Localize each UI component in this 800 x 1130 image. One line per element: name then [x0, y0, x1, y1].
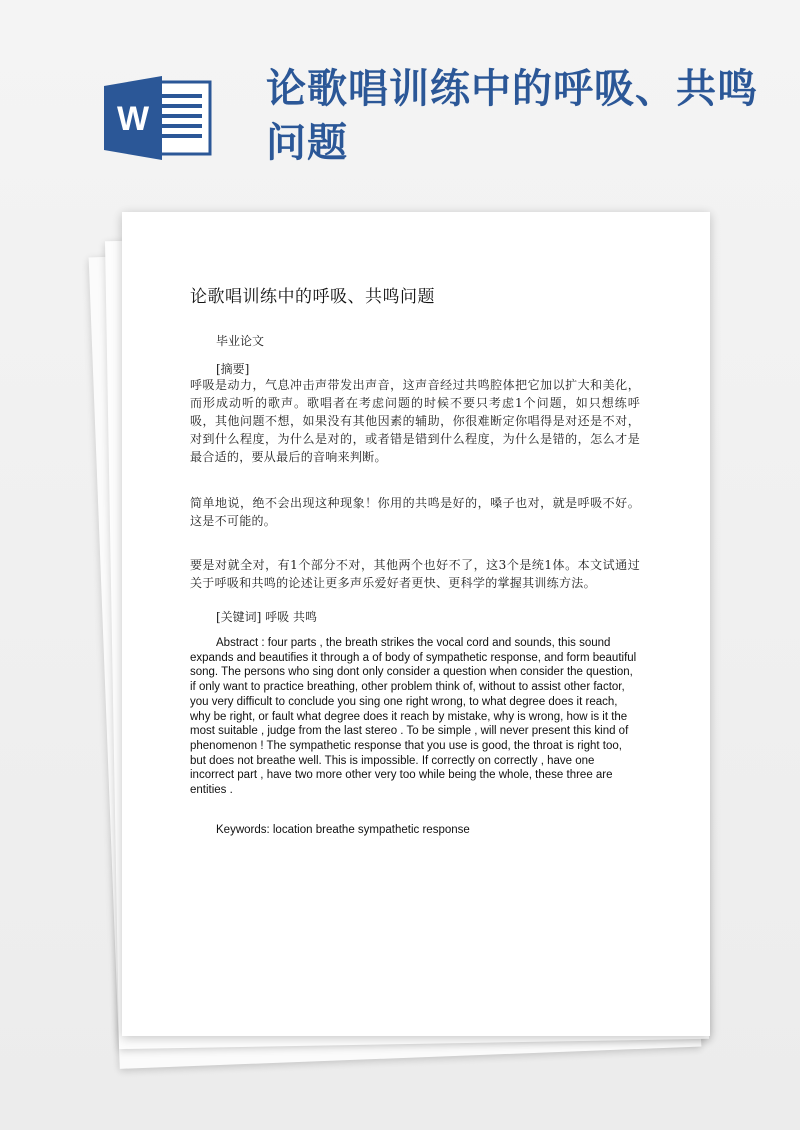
- paragraph-cn-2: 简单地说，绝不会出现这种现象！你用的共鸣是好的，嗓子也对，就是呼吸不好。这是不可能的。: [190, 496, 640, 528]
- word-document-icon: [104, 74, 216, 162]
- banner-title: 论歌唱训练中的呼吸、共鸣问题: [266, 65, 758, 166]
- abstract-en: Abstract : four parts , the breath strikes the vocal cord and sounds, this sound expands and beautifies it through a of body of sympathetic response, and form beautiful song. The persons who sing dont only consider a question when consider the question, if only want to practice breathing, other problem think of, without to assist other factor, you very difficult to conclude you sing one right wrong, to what degree does it reach, why be right, or fault what degree does it reach by mistake, why is wrong, how is it the most suitable , judge from the last stereo . To be simple , will never present this kind of phenomenon ! The sympathetic response that you use is good, the throat is right too, but does not breathe well. This is impossible. If correctly on correctly , have one incorrect part , have two more other very too while being the whole, these three are entities .: [190, 637, 637, 797]
- word-logo-letter: W: [116, 100, 150, 138]
- paragraph-cn-3: 要是对就全对，有1个部分不对，其他两个也好不了，这3个是统1体。本文试通过关于呼吸和共鸣的论述让更多声乐爱好者更快、更科学的掌握其训练方法。: [190, 558, 640, 590]
- paragraph-cn-1: 呼吸是动力，气息冲击声带发出声音，这声音经过共鸣腔体把它加以扩大和美化，而形成动听的歌声。歌唱者在考虑问题的时候不要只考虑1个问题，如只想练呼吸，其他问题不想，如果没有其他因素的辅助，你很难断定你唱得是对还是不对，对到什么程度，为什么是对的，或者错是错到什么程度，为什么是错的，怎么才是最合适的，要从最后的音响来判断。: [190, 378, 640, 464]
- document-title: 论歌唱训练中的呼吸、共鸣问题: [190, 287, 435, 307]
- keywords-en: Keywords: location breathe sympathetic response: [216, 824, 470, 836]
- document-type-label: 毕业论文: [216, 334, 265, 348]
- abstract-label-cn: [摘要]: [216, 362, 250, 376]
- keywords-cn: [关键词] 呼吸 共鸣: [216, 610, 317, 624]
- document-page: [122, 212, 710, 1036]
